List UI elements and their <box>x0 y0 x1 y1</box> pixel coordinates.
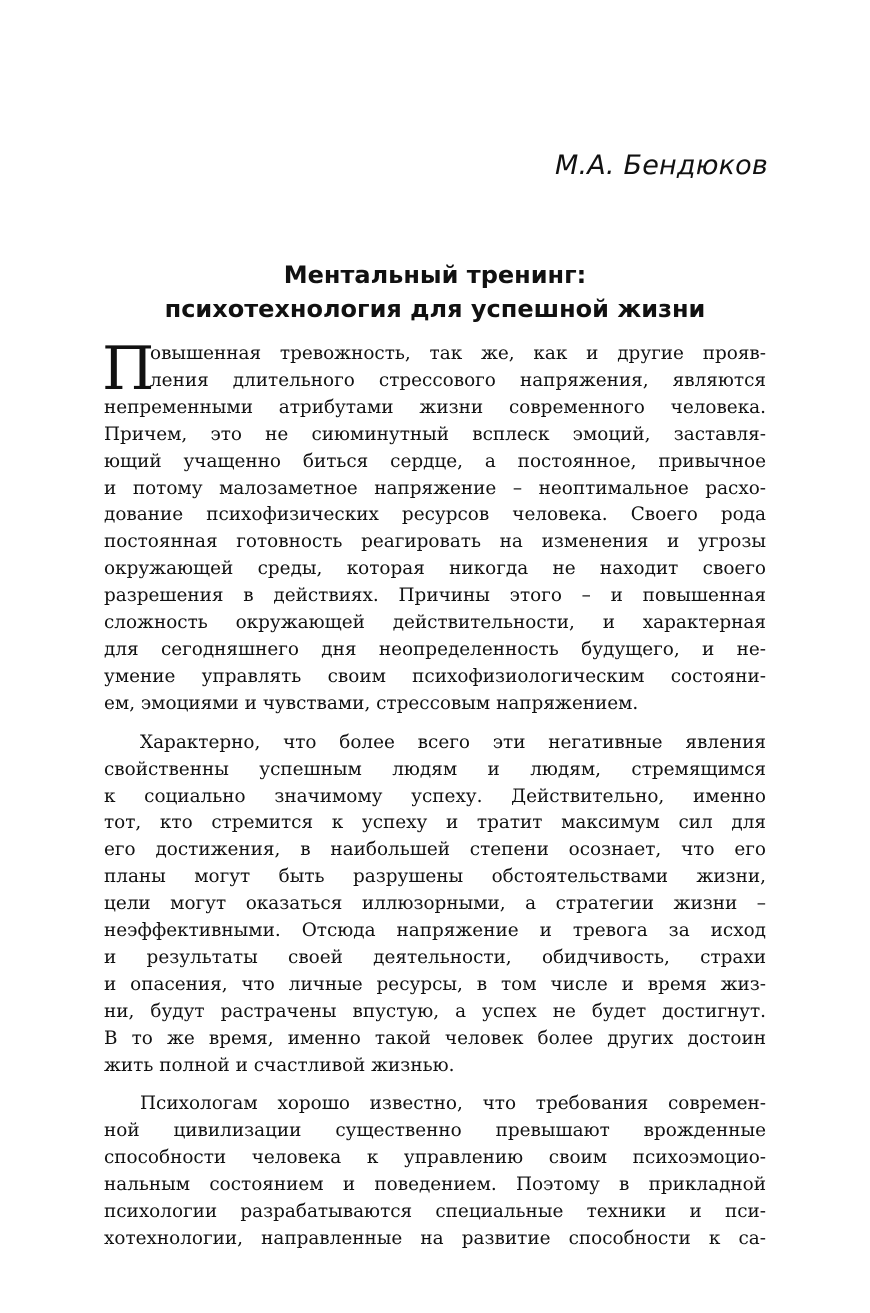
text-line: ющий учащенно биться сердце, а постоянное, привычное <box>104 450 766 472</box>
text-line: цели могут оказаться иллюзорными, а стратегии жизни – <box>104 893 766 915</box>
author-name: М.А. Бендюков <box>554 150 768 181</box>
article-title <box>0 258 870 326</box>
paragraph-1 <box>102 334 766 718</box>
text-line: овышенная тревожность, так же, как и другие прояв- <box>150 343 766 364</box>
text-line: постоянная готовность реагировать на изменения и угрозы <box>104 531 766 553</box>
text-line: умение управлять своим психофизиологическим состояни- <box>104 665 766 687</box>
text-line: окружающей среды, которая никогда не находит своего <box>104 558 766 580</box>
text-line: его достижения, в наибольшей степени осознает, что его <box>104 839 766 861</box>
text-line: психологии разрабатываются специальные техники и пси- <box>104 1201 766 1223</box>
title-line-1: Ментальный тренинг: <box>283 261 587 289</box>
text-line: свойственны успешным людям и людям, стремящимся <box>104 758 766 780</box>
text-line: разрешения в действиях. Причины этого – и повышенная <box>104 585 766 607</box>
text-line: нальным состоянием и поведением. Поэтому в прикладной <box>104 1174 766 1196</box>
paragraph-3 <box>104 1091 766 1252</box>
text-line: к социально значимому успеху. Действительно, именно <box>104 785 766 807</box>
text-line: ления длительного стрессового напряжения, являются <box>150 369 766 391</box>
text-line: хотехнологии, направленные на развитие способности к са- <box>104 1228 766 1249</box>
text-line: ной цивилизации существенно превышают врожденные <box>104 1120 766 1142</box>
text-line: Психологам хорошо известно, что требования современ- <box>140 1093 766 1115</box>
text-line: способности человека к управлению своим психоэмоцио- <box>104 1147 766 1169</box>
text-line: тот, кто стремится к успеху и тратит максимум сил для <box>104 812 766 834</box>
text-line: Характерно, что более всего эти негативные явления <box>140 731 766 753</box>
text-line: сложность окружающей действительности, и характерная <box>104 612 766 634</box>
text-line: и результаты своей деятельности, обидчивость, страхи <box>104 946 766 968</box>
text-line: жить полной и счастливой жизнью. <box>104 1054 455 1076</box>
text-line: непременными атрибутами жизни современного человека. <box>104 396 766 418</box>
drop-cap: П <box>102 334 155 404</box>
text-line: и потому малозаметное напряжение – неоптимальное расхо- <box>104 477 766 499</box>
text-line: ем, эмоциями и чувствами, стрессовым напряжением. <box>104 692 639 714</box>
article-body <box>102 334 766 1253</box>
text-line: для сегодняшнего дня неопределенность будущего, и не- <box>104 638 766 660</box>
text-line: Причем, это не сиюминутный всплеск эмоций, заставля- <box>104 423 766 445</box>
paragraph-2 <box>104 730 766 1080</box>
text-line: дование психофизических ресурсов человека. Своего рода <box>104 504 766 526</box>
text-line: ни, будут растрачены впустую, а успех не будет достигнут. <box>104 1000 766 1022</box>
text-line: и опасения, что личные ресурсы, в том числе и время жиз- <box>104 973 766 995</box>
text-line: В то же время, именно такой человек более других достоин <box>104 1027 766 1049</box>
text-line: планы могут быть разрушены обстоятельствами жизни, <box>104 866 766 888</box>
title-line-2: психотехнология для успешной жизни <box>164 295 706 323</box>
text-line: неэффективными. Отсюда напряжение и тревога за исход <box>104 920 766 942</box>
